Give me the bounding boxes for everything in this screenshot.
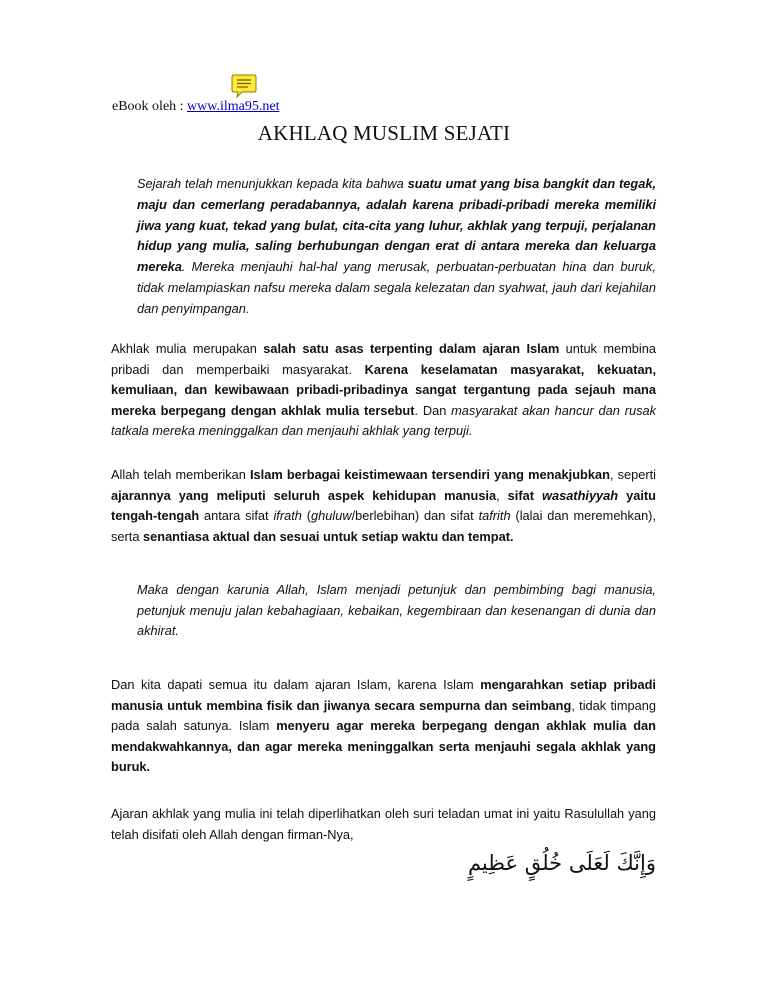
suri-teladan-paragraph: Ajaran akhlak yang mulia ini telah diperlihatkan oleh suri teladan umat ini yaitu Rasulullah yang telah disifati oleh Allah dengan firman-Nya, (111, 806, 656, 842)
ajaran-islam-paragraph: Dan kita dapati semua itu dalam ajaran Islam, karena Islam mengarahkan setiap pribadi manusia untuk membina fisik dan jiwanya secara sempurna dan seimbang, tidak timpang pada salah satunya. Islam menyeru agar mereka berpegang dengan akhlak mulia dan mendakwahkannya, dan agar mereka meninggalkan serta menjauhi segala akhlak yang buruk. (111, 677, 656, 774)
akhlak-mulia-paragraph: Akhlak mulia merupakan salah satu asas terpenting dalam ajaran Islam untuk membina pribadi dan memperbaiki masyarakat. Karena keselamatan masyarakat, kekuatan, kemuliaan, dan kewibawaan pribadi-pribadinya sangat tergantung pada sejauh mana mereka berpegang dengan akhlak mulia tersebut. Dan masyarakat akan hancur dan rusak tatkala mereka meninggalkan dan menjauhi akhlak yang terpuji. (111, 341, 656, 438)
ebook-source-prefix: eBook oleh : (112, 99, 188, 114)
karunia-allah-paragraph: Maka dengan karunia Allah, Islam menjadi petunjuk dan pembimbing bagi manusia, petunjuk menuju jalan kebahagiaan, kebaikan, kegembiraan dan kesenangan di dunia dan akhirat. (137, 582, 656, 638)
keistimewaan-islam-paragraph: Allah telah memberikan Islam berbagai keistimewaan tersendiri yang menakjubkan, seperti ajarannya yang meliputi seluruh aspek kehidupan manusia, sifat wasathiyyah yaitu tengah-tengah antara sifat ifrath (ghuluw/berlebihan) dan sifat tafrith (lalai dan meremehkan), serta senantiasa aktual dan sesuai untuk setiap waktu dan tempat. (111, 467, 656, 544)
intro-paragraph: Sejarah telah menunjukkan kepada kita bahwa suatu umat yang bisa bangkit dan tegak, maju dan cemerlang peradabannya, adalah karena pribadi-pribadi mereka memiliki jiwa yang kuat, tekad yang bulat, cita-cita yang luhur, akhlak yang terpuji, perjalanan hidup yang mulia, saling berhubungan dengan erat di antara mereka dan keluarga mereka. Mereka menjauhi hal-hal yang merusak, perbuatan-perbuatan hina dan buruk, tidak melampiaskan nafsu mereka dalam segala kelezatan dan syahwat, jauh dari kejahilan dan penyimpangan. (137, 176, 657, 316)
ebook-source-line (112, 99, 279, 115)
page-title: AKHLAQ MUSLIM SEJATI (257, 121, 511, 145)
source-link[interactable]: www.ilma95.net (187, 99, 280, 114)
quran-verse-arabic: وَإِنَّكَ لَعَلَى خُلُقٍ عَظِيمٍ (467, 851, 656, 875)
speech-bubble-note-icon[interactable] (231, 73, 257, 99)
